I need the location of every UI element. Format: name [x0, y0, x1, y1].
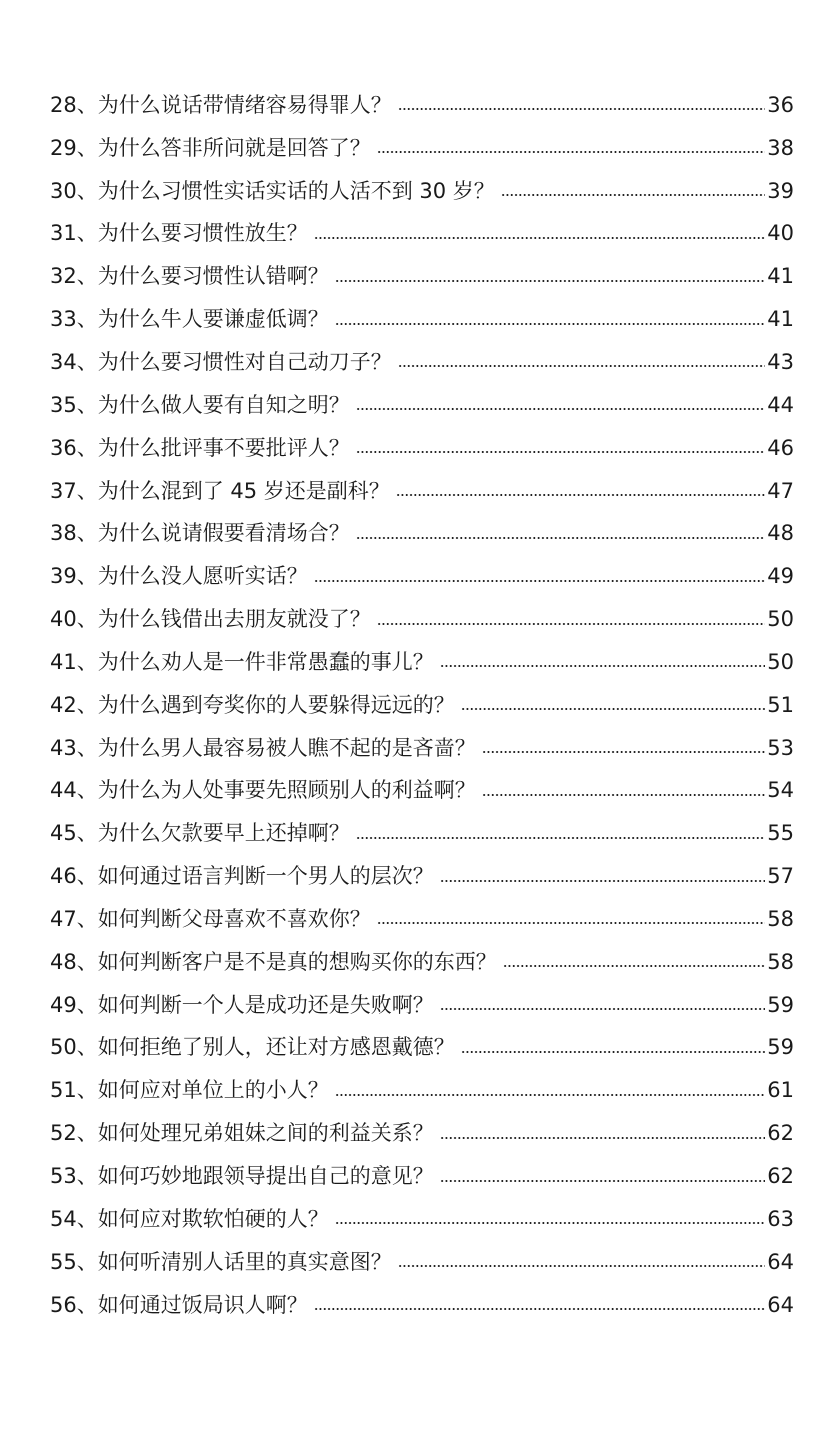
- entry-number: 55、: [50, 1249, 98, 1274]
- entry-title: 为什么要习惯性放生？: [97, 221, 308, 246]
- entry-page-number: 39: [767, 178, 794, 203]
- dot-leader: [503, 964, 766, 968]
- entry-number: 52、: [50, 1121, 98, 1146]
- entry-title: 如何听清别人话里的真实意图？: [97, 1249, 392, 1274]
- entry-number: 31、: [50, 221, 98, 246]
- entry-number: 40、: [50, 607, 98, 632]
- toc-entry-55[interactable]: [50, 1241, 794, 1284]
- toc-entry-47[interactable]: [50, 898, 794, 941]
- toc-entry-49[interactable]: [50, 984, 794, 1027]
- toc-entry-45[interactable]: [50, 812, 794, 855]
- entry-number: 45、: [50, 821, 98, 846]
- dot-leader: [501, 193, 765, 197]
- entry-number: 41、: [50, 649, 98, 674]
- entry-number: 54、: [50, 1206, 98, 1231]
- entry-title: 如何判断一个人是成功还是失败啊？: [97, 992, 434, 1017]
- dot-leader: [440, 1007, 766, 1011]
- entry-page-number: 47: [767, 478, 794, 503]
- toc-entry-42[interactable]: [50, 684, 794, 727]
- entry-number: 46、: [50, 864, 98, 889]
- dot-leader: [398, 364, 766, 368]
- entry-number: 29、: [50, 135, 98, 160]
- entry-title: 为什么混到了 45 岁还是副科？: [97, 478, 390, 503]
- entry-page-number: 59: [767, 992, 794, 1017]
- dot-leader: [335, 1093, 766, 1097]
- entry-number: 43、: [50, 735, 98, 760]
- entry-page-number: 43: [767, 349, 794, 374]
- entry-page-number: 48: [767, 521, 794, 546]
- entry-page-number: 36: [767, 92, 794, 117]
- entry-number: 56、: [50, 1292, 98, 1317]
- entry-page-number: 50: [767, 607, 794, 632]
- dot-leader: [440, 664, 766, 668]
- dot-leader: [461, 707, 766, 711]
- toc-entry-31[interactable]: [50, 213, 794, 256]
- entry-number: 47、: [50, 906, 98, 931]
- entry-page-number: 53: [767, 735, 794, 760]
- entry-page-number: 49: [767, 564, 794, 589]
- toc-entry-46[interactable]: [50, 855, 794, 898]
- dot-leader: [398, 107, 766, 111]
- entry-title: 为什么做人要有自知之明？: [97, 392, 350, 417]
- toc-entry-54[interactable]: [50, 1198, 794, 1241]
- entry-title: 如何处理兄弟姐妹之间的利益关系？: [97, 1121, 434, 1146]
- entry-title: 为什么习惯性实话实话的人活不到 30 岁？: [97, 178, 495, 203]
- entry-number: 42、: [50, 692, 98, 717]
- entry-title: 为什么欠款要早上还掉啊？: [97, 821, 350, 846]
- entry-number: 28、: [50, 92, 98, 117]
- entry-page-number: 46: [767, 435, 794, 460]
- toc-entry-33[interactable]: [50, 298, 794, 341]
- dot-leader: [314, 579, 766, 583]
- entry-page-number: 64: [767, 1292, 794, 1317]
- entry-number: 49、: [50, 992, 98, 1017]
- entry-title: 为什么没人愿听实话？: [97, 564, 308, 589]
- entry-title: 如何通过饭局识人啊？: [97, 1292, 308, 1317]
- toc-entry-44[interactable]: [50, 770, 794, 813]
- dot-leader: [356, 407, 766, 411]
- entry-title: 为什么牛人要谦虚低调？: [97, 307, 329, 332]
- toc-entry-52[interactable]: [50, 1112, 794, 1155]
- toc-entry-43[interactable]: [50, 727, 794, 770]
- entry-title: 为什么批评事不要批评人？: [97, 435, 350, 460]
- entry-title: 为什么钱借出去朋友就没了？: [97, 607, 371, 632]
- entry-number: 36、: [50, 435, 98, 460]
- toc-entry-41[interactable]: [50, 641, 794, 684]
- entry-title: 如何通过语言判断一个男人的层次？: [97, 864, 434, 889]
- toc-entry-29[interactable]: [50, 127, 794, 170]
- entry-title: 如何应对欺软怕硬的人？: [97, 1206, 329, 1231]
- entry-number: 44、: [50, 778, 98, 803]
- entry-page-number: 59: [767, 1035, 794, 1060]
- entry-title: 为什么要习惯性对自己动刀子？: [97, 349, 392, 374]
- entry-title: 为什么说话带情绪容易得罪人？: [97, 92, 392, 117]
- entry-number: 50、: [50, 1035, 98, 1060]
- toc-entry-39[interactable]: [50, 555, 794, 598]
- dot-leader: [335, 322, 766, 326]
- entry-page-number: 51: [767, 692, 794, 717]
- toc-entry-34[interactable]: [50, 341, 794, 384]
- toc-entry-51[interactable]: [50, 1069, 794, 1112]
- entry-title: 如何判断父母喜欢不喜欢你？: [97, 906, 371, 931]
- toc-entry-37[interactable]: [50, 470, 794, 513]
- entry-number: 30、: [50, 178, 98, 203]
- entry-number: 33、: [50, 307, 98, 332]
- entry-page-number: 50: [767, 649, 794, 674]
- dot-leader: [356, 450, 766, 454]
- entry-title: 如何应对单位上的小人？: [97, 1078, 329, 1103]
- entry-page-number: 54: [767, 778, 794, 803]
- table-of-contents: [50, 84, 794, 1326]
- dot-leader: [461, 1050, 766, 1054]
- dot-leader: [482, 750, 766, 754]
- dot-leader: [314, 236, 766, 240]
- dot-leader: [377, 622, 766, 626]
- entry-page-number: 55: [767, 821, 794, 846]
- entry-page-number: 62: [767, 1164, 794, 1189]
- entry-title: 为什么要习惯性认错啊？: [97, 264, 329, 289]
- entry-title: 为什么男人最容易被人瞧不起的是吝啬？: [97, 735, 476, 760]
- entry-title: 为什么为人处事要先照顾别人的利益啊？: [97, 778, 476, 803]
- dot-leader: [377, 150, 766, 154]
- entry-title: 为什么劝人是一件非常愚蠢的事儿？: [97, 649, 434, 674]
- toc-entry-53[interactable]: [50, 1155, 794, 1198]
- entry-page-number: 41: [767, 307, 794, 332]
- entry-title: 如何巧妙地跟领导提出自己的意见？: [97, 1164, 434, 1189]
- dot-leader: [314, 1307, 766, 1311]
- entry-title: 为什么遇到夸奖你的人要躲得远远的？: [97, 692, 455, 717]
- dot-leader: [396, 493, 765, 497]
- entry-page-number: 58: [767, 906, 794, 931]
- entry-title: 如何拒绝了别人，还让对方感恩戴德？: [97, 1035, 455, 1060]
- dot-leader: [440, 1179, 766, 1183]
- toc-entry-28[interactable]: [50, 84, 794, 127]
- entry-number: 39、: [50, 564, 98, 589]
- entry-number: 34、: [50, 349, 98, 374]
- dot-leader: [335, 279, 766, 283]
- entry-page-number: 57: [767, 864, 794, 889]
- entry-title: 如何判断客户是不是真的想购买你的东西？: [97, 949, 497, 974]
- entry-number: 51、: [50, 1078, 98, 1103]
- toc-entry-48[interactable]: [50, 941, 794, 984]
- dot-leader: [482, 793, 766, 797]
- entry-page-number: 63: [767, 1206, 794, 1231]
- toc-entry-38[interactable]: [50, 512, 794, 555]
- dot-leader: [440, 1136, 766, 1140]
- entry-page-number: 38: [767, 135, 794, 160]
- toc-entry-40[interactable]: [50, 598, 794, 641]
- entry-title: 为什么说请假要看清场合？: [97, 521, 350, 546]
- toc-entry-32[interactable]: [50, 255, 794, 298]
- dot-leader: [398, 1264, 766, 1268]
- entry-page-number: 58: [767, 949, 794, 974]
- dot-leader: [356, 536, 766, 540]
- dot-leader: [440, 879, 766, 883]
- entry-title: 为什么答非所问就是回答了？: [97, 135, 371, 160]
- entry-page-number: 44: [767, 392, 794, 417]
- toc-entry-35[interactable]: [50, 384, 794, 427]
- entry-number: 38、: [50, 521, 98, 546]
- entry-number: 37、: [50, 478, 98, 503]
- entry-page-number: 64: [767, 1249, 794, 1274]
- entry-page-number: 40: [767, 221, 794, 246]
- entry-page-number: 41: [767, 264, 794, 289]
- dot-leader: [356, 836, 766, 840]
- toc-entry-50[interactable]: [50, 1027, 794, 1070]
- toc-entry-36[interactable]: [50, 427, 794, 470]
- dot-leader: [335, 1221, 766, 1225]
- entry-number: 53、: [50, 1164, 98, 1189]
- toc-entry-30[interactable]: [50, 170, 794, 213]
- entry-page-number: 61: [767, 1078, 794, 1103]
- entry-number: 32、: [50, 264, 98, 289]
- toc-entry-56[interactable]: [50, 1284, 794, 1327]
- entry-number: 48、: [50, 949, 98, 974]
- entry-number: 35、: [50, 392, 98, 417]
- entry-page-number: 62: [767, 1121, 794, 1146]
- dot-leader: [377, 921, 766, 925]
